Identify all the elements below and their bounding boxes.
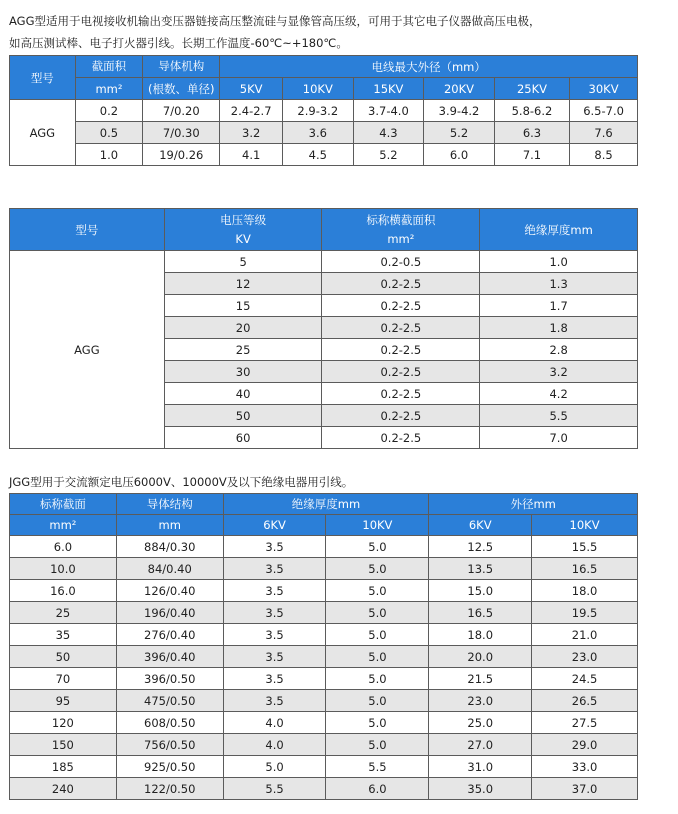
area-cell: 70 (10, 668, 117, 690)
conductor-cell: 608/0.50 (116, 712, 223, 734)
header-nominal-area-unit: mm² (387, 231, 415, 246)
thickness-6kv-cell: 5.0 (223, 756, 326, 778)
header-6kv: 6KV (429, 515, 532, 536)
area-cell: 25 (10, 602, 117, 624)
od-10kv-cell: 24.5 (532, 668, 638, 690)
diameter-cell: 6.0 (424, 144, 495, 166)
diameter-cell: 7.1 (494, 144, 569, 166)
area-cell: 0.2-2.5 (322, 383, 480, 405)
diameter-cell: 4.1 (220, 144, 283, 166)
header-voltage: 5KV (220, 78, 283, 100)
header-area: 截面积 (75, 56, 143, 78)
od-10kv-cell: 37.0 (532, 778, 638, 800)
thickness-10kv-cell: 5.0 (326, 580, 429, 602)
diameter-cell: 7.6 (570, 122, 638, 144)
conductor-cell: 126/0.40 (116, 580, 223, 602)
agg-insulation-table (9, 208, 638, 449)
thickness-6kv-cell: 4.0 (223, 712, 326, 734)
voltage-cell: 15 (164, 295, 322, 317)
table-row (10, 536, 638, 558)
header-voltage: 10KV (282, 78, 353, 100)
area-cell: 150 (10, 734, 117, 756)
area-cell: 185 (10, 756, 117, 778)
agg-diameter-table (9, 55, 638, 166)
voltage-cell: 25 (164, 339, 322, 361)
table-row (10, 144, 638, 166)
od-10kv-cell: 18.0 (532, 580, 638, 602)
od-10kv-cell: 33.0 (532, 756, 638, 778)
header-voltage: 25KV (494, 78, 569, 100)
header-thickness: 绝缘厚度mm (223, 494, 429, 515)
thickness-6kv-cell: 3.5 (223, 668, 326, 690)
thickness-cell: 7.0 (480, 427, 638, 449)
header-model: 型号 (10, 56, 76, 100)
header-nominal-area (322, 209, 480, 251)
header-conductor-sub: (根数、单径) (143, 78, 220, 100)
conductor-cell: 19/0.26 (143, 144, 220, 166)
od-6kv-cell: 13.5 (429, 558, 532, 580)
od-10kv-cell: 26.5 (532, 690, 638, 712)
header-nominal-area-label: 标称横截面积 (366, 212, 436, 227)
od-10kv-cell: 19.5 (532, 602, 638, 624)
area-cell: 50 (10, 646, 117, 668)
thickness-6kv-cell: 3.5 (223, 558, 326, 580)
area-cell: 16.0 (10, 580, 117, 602)
thickness-6kv-cell: 4.0 (223, 734, 326, 756)
header-6kv: 6KV (223, 515, 326, 536)
conductor-cell: 396/0.40 (116, 646, 223, 668)
jgg-intro: JGG型用于交流额定电压6000V、10000V及以下绝缘电器用引线。 (9, 475, 354, 489)
thickness-cell: 1.0 (480, 251, 638, 273)
table-row (10, 690, 638, 712)
header-outer-diameter: 外径mm (429, 494, 638, 515)
voltage-cell: 12 (164, 273, 322, 295)
diameter-cell: 5.8-6.2 (494, 100, 569, 122)
area-cell: 0.2-2.5 (322, 295, 480, 317)
thickness-10kv-cell: 5.0 (326, 668, 429, 690)
area-cell: 1.0 (75, 144, 143, 166)
od-10kv-cell: 23.0 (532, 646, 638, 668)
thickness-6kv-cell: 3.5 (223, 624, 326, 646)
header-voltage-class (164, 209, 322, 251)
conductor-cell: 7/0.20 (143, 100, 220, 122)
area-cell: 10.0 (10, 558, 117, 580)
table-row (10, 646, 638, 668)
od-10kv-cell: 15.5 (532, 536, 638, 558)
voltage-cell: 40 (164, 383, 322, 405)
header-conductor: 导体结构 (116, 494, 223, 515)
thickness-cell: 3.2 (480, 361, 638, 383)
thickness-6kv-cell: 3.5 (223, 690, 326, 712)
voltage-cell: 50 (164, 405, 322, 427)
od-6kv-cell: 16.5 (429, 602, 532, 624)
header-thickness: 绝缘厚度mm (480, 209, 638, 251)
thickness-10kv-cell: 5.0 (326, 646, 429, 668)
area-cell: 0.2-0.5 (322, 251, 480, 273)
thickness-10kv-cell: 5.0 (326, 734, 429, 756)
od-6kv-cell: 21.5 (429, 668, 532, 690)
voltage-cell: 30 (164, 361, 322, 383)
voltage-cell: 5 (164, 251, 322, 273)
area-cell: 0.2-2.5 (322, 273, 480, 295)
diameter-cell: 4.5 (282, 144, 353, 166)
od-6kv-cell: 15.0 (429, 580, 532, 602)
thickness-10kv-cell: 5.0 (326, 712, 429, 734)
table-row (10, 712, 638, 734)
agg-intro-line1: AGG型适用于电视接收机输出变压器链接高压整流硅与显像管高压级，可用于其它电子仪器做高压电极， (9, 14, 541, 28)
table-row (10, 778, 638, 800)
thickness-10kv-cell: 5.0 (326, 558, 429, 580)
thickness-cell: 4.2 (480, 383, 638, 405)
table-row (10, 100, 638, 122)
thickness-cell: 1.8 (480, 317, 638, 339)
od-6kv-cell: 12.5 (429, 536, 532, 558)
area-cell: 0.2-2.5 (322, 427, 480, 449)
header-10kv: 10KV (532, 515, 638, 536)
area-cell: 35 (10, 624, 117, 646)
header-10kv: 10KV (326, 515, 429, 536)
header-conductor-unit: mm (116, 515, 223, 536)
thickness-10kv-cell: 5.5 (326, 756, 429, 778)
od-10kv-cell: 21.0 (532, 624, 638, 646)
header-conductor: 导体机构 (143, 56, 220, 78)
voltage-cell: 20 (164, 317, 322, 339)
diameter-cell: 4.3 (353, 122, 424, 144)
thickness-10kv-cell: 5.0 (326, 624, 429, 646)
header-area-unit: mm² (10, 515, 117, 536)
thickness-10kv-cell: 5.0 (326, 536, 429, 558)
table-row (10, 668, 638, 690)
diameter-cell: 6.5-7.0 (570, 100, 638, 122)
od-6kv-cell: 18.0 (429, 624, 532, 646)
thickness-10kv-cell: 5.0 (326, 690, 429, 712)
diameter-cell: 3.6 (282, 122, 353, 144)
table-row (10, 251, 638, 273)
area-cell: 95 (10, 690, 117, 712)
conductor-cell: 7/0.30 (143, 122, 220, 144)
voltage-cell: 60 (164, 427, 322, 449)
model-cell: AGG (10, 100, 76, 166)
conductor-cell: 925/0.50 (116, 756, 223, 778)
area-cell: 0.2-2.5 (322, 361, 480, 383)
header-area: 标称截面 (10, 494, 117, 515)
thickness-6kv-cell: 3.5 (223, 646, 326, 668)
area-cell: 6.0 (10, 536, 117, 558)
od-6kv-cell: 23.0 (429, 690, 532, 712)
diameter-cell: 2.4-2.7 (220, 100, 283, 122)
conductor-cell: 884/0.30 (116, 536, 223, 558)
table-row (10, 624, 638, 646)
agg-intro-line2: 如高压测试棒、电子打火器引线。长期工作温度-60℃~+180℃。 (9, 36, 348, 50)
model-cell: AGG (10, 251, 165, 449)
table-row (10, 602, 638, 624)
area-cell: 0.2-2.5 (322, 317, 480, 339)
header-voltage-class-label: 电压等级 (220, 212, 267, 227)
od-6kv-cell: 35.0 (429, 778, 532, 800)
header-area-unit: mm² (75, 78, 143, 100)
table-row (10, 734, 638, 756)
table-row (10, 122, 638, 144)
header-max-diameter: 电线最大外径（mm） (220, 56, 638, 78)
diameter-cell: 3.7-4.0 (353, 100, 424, 122)
table-row (10, 756, 638, 778)
header-voltage: 15KV (353, 78, 424, 100)
thickness-10kv-cell: 5.0 (326, 602, 429, 624)
area-cell: 0.5 (75, 122, 143, 144)
diameter-cell: 3.9-4.2 (424, 100, 495, 122)
od-10kv-cell: 29.0 (532, 734, 638, 756)
od-6kv-cell: 27.0 (429, 734, 532, 756)
od-6kv-cell: 25.0 (429, 712, 532, 734)
od-10kv-cell: 27.5 (532, 712, 638, 734)
diameter-cell: 3.2 (220, 122, 283, 144)
thickness-cell: 2.8 (480, 339, 638, 361)
conductor-cell: 475/0.50 (116, 690, 223, 712)
header-voltage: 20KV (424, 78, 495, 100)
thickness-cell: 5.5 (480, 405, 638, 427)
area-cell: 120 (10, 712, 117, 734)
header-model: 型号 (10, 209, 165, 251)
diameter-cell: 2.9-3.2 (282, 100, 353, 122)
thickness-6kv-cell: 5.5 (223, 778, 326, 800)
diameter-cell: 6.3 (494, 122, 569, 144)
diameter-cell: 5.2 (424, 122, 495, 144)
conductor-cell: 196/0.40 (116, 602, 223, 624)
table-row (10, 558, 638, 580)
table-row (10, 580, 638, 602)
od-6kv-cell: 20.0 (429, 646, 532, 668)
area-cell: 0.2 (75, 100, 143, 122)
od-6kv-cell: 31.0 (429, 756, 532, 778)
thickness-6kv-cell: 3.5 (223, 602, 326, 624)
thickness-cell: 1.7 (480, 295, 638, 317)
area-cell: 0.2-2.5 (322, 405, 480, 427)
jgg-table (9, 493, 638, 800)
area-cell: 240 (10, 778, 117, 800)
diameter-cell: 8.5 (570, 144, 638, 166)
header-voltage: 30KV (570, 78, 638, 100)
conductor-cell: 756/0.50 (116, 734, 223, 756)
diameter-cell: 5.2 (353, 144, 424, 166)
thickness-6kv-cell: 3.5 (223, 580, 326, 602)
conductor-cell: 276/0.40 (116, 624, 223, 646)
thickness-10kv-cell: 6.0 (326, 778, 429, 800)
conductor-cell: 396/0.50 (116, 668, 223, 690)
thickness-cell: 1.3 (480, 273, 638, 295)
area-cell: 0.2-2.5 (322, 339, 480, 361)
conductor-cell: 84/0.40 (116, 558, 223, 580)
header-voltage-class-unit: KV (235, 231, 251, 246)
thickness-6kv-cell: 3.5 (223, 536, 326, 558)
conductor-cell: 122/0.50 (116, 778, 223, 800)
od-10kv-cell: 16.5 (532, 558, 638, 580)
